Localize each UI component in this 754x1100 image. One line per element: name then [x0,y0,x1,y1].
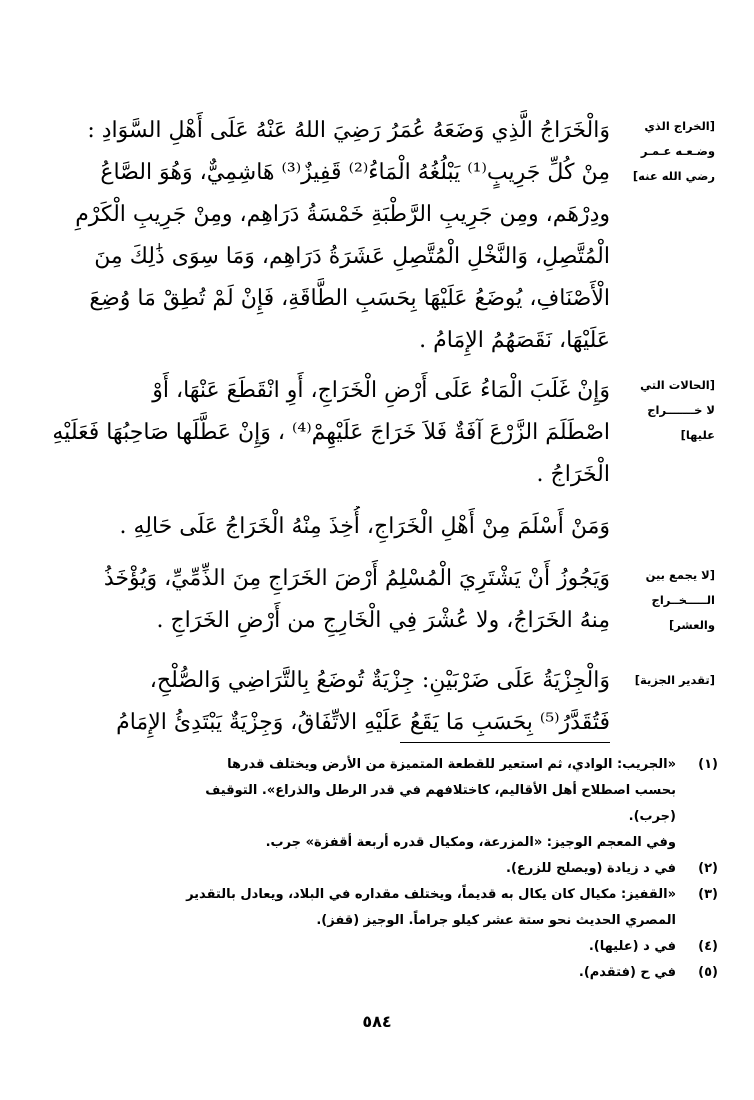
paragraph-purchase [50,558,610,642]
text-line: اصْطَلَمَ الزَّرْعَ آفَةٌ فَلاَ خَرَاجَ عَلَيْهِمْ⁽⁴⁾ ، وَإِنْ عَطَّلَها صَاحِبُهَا فَعَلَيْهِ [52,420,610,445]
text-line: ودِرْهَم، ومِن جَرِيبِ الرَّطْبَةِ خَمْسَةُ دَرَاهِم، ومِنْ جَرِيبِ الْكَرْمِ [75,202,610,227]
side-note-line: وضـعـه عـمـر [640,144,715,158]
footnote-line: المصري الحديث نحو ستة عشر كيلو جراماً. الوجيز (قفز). [316,913,676,928]
footnotes [68,752,718,986]
footnote-1 [68,752,718,830]
text-line: عَلَيْهَا، نَقَصَهُمُ الإِمَامُ . [419,328,610,353]
side-note-line: عليها] [680,428,715,442]
side-note-line: [الحالات التي [640,378,715,392]
side-note-kharaj-ushr [633,563,715,638]
side-note-kharaj-umar [633,114,715,189]
paragraph-jizya [50,660,610,744]
footnote-2 [68,856,718,882]
footnote-number: (٢) [698,861,718,876]
footnote-4 [68,934,718,960]
footnote-line: «الجريب: الوادي، ثم استعير للقطعة المتميزة من الأرض ويختلف قدرها [227,757,676,772]
footnote-number: (٤) [698,939,718,954]
paragraph-convert [50,506,610,548]
side-note-jizya-estimate [633,668,715,693]
side-note-line: لا خـــــــراج [647,403,715,417]
side-note-no-kharaj-cases [633,373,715,448]
footnote-line: (جرب). [628,809,676,824]
side-note-line: الـــــخــراج [651,593,715,607]
side-note-line: [لا يجمع بين [645,568,715,582]
side-note-line: والعشر] [668,618,715,632]
footnote-3 [68,882,718,934]
text-line: فَتُقَدَّرُ⁽⁵⁾ بِحَسَبِ مَا يَقَعُ عَلَيْهِ الاتِّفَاقُ، وَجِزْيَةٌ يَبْتَدِئُ الإِمَامُ [116,710,610,735]
text-line: وَيَجُوزُ أَنْ يَشْتَرِيَ الْمُسْلِمُ أَرْضَ الخَرَاجِ مِنَ الذِّمِّيِّ، وَيُؤْخَذُ [103,566,610,591]
text-line: وَإِنْ غَلَبَ الْمَاءُ عَلَى أَرْضِ الْخَرَاجِ، أَوِ انْقَطَعَ عَنْهَا، أَوْ [152,378,610,403]
footnote-number: (١) [698,757,718,772]
footnote-line: في د (عليها). [588,939,676,954]
text-line: وَالْجِزْيَةُ عَلَى ضَرْبَيْنِ: جِزْيَةٌ تُوضَعُ بِالتَّرَاضِي وَالصُّلْحِ، [149,668,610,693]
footnote-line: بحسب اصطلاح أهل الأقاليم، كاختلافهم في قدر الرطل والذراع». التوقيف [205,783,676,798]
footnote-number: (٣) [698,887,718,902]
footnote-line: في ح (فتقدم). [578,965,676,980]
side-note-line: [الخراج الذي [644,119,715,133]
paragraph-kharaj-umar [50,110,610,362]
text-line: وَمَنْ أَسْلَمَ مِنْ أَهْلِ الْخَرَاجِ، أُخِذَ مِنْهُ الْخَرَاجُ عَلَى حَالِهِ . [119,514,610,539]
side-note-line: رضي الله عنه] [632,169,715,183]
footnote-separator [400,742,610,743]
page-number: ٥٨٤ [362,1012,392,1031]
footnote-1-extra: وفي المعجم الوجيز: «المزرعة، ومكيال قدره أربعة أقفزة» جرب. [265,835,676,850]
footnote-line: «القفيز: مكيال كان يكال به قديماً، ويختلف مقداره في البلاد، ويعادل بالتقدير [186,887,676,902]
paragraph-no-kharaj [50,370,610,496]
text-line: الْأَصْنَافِ، يُوضَعُ عَلَيْهَا بِحَسَبِ الطَّاقَةِ، فَإِنْ لَمْ تُطِقْ مَا وُضِعَ [89,286,610,311]
footnote-line: في د زيادة (ويصلح للزرع). [506,861,676,876]
text-line: مِنْ كُلِّ جَرِيبٍ⁽¹⁾ يَبْلُغُهُ الْمَاءُ⁽²⁾ قَفِيزٌ⁽³⁾ هَاشِمِيٌّ، وَهُوَ الصَّاعُ [100,160,610,185]
text-line: الْمُتَّصِلِ، وَالنَّخْلِ الْمُتَّصِلِ عَشَرَةُ دَرَاهِم، وَمَا سِوَى ذَٰلِكَ مِنَ [94,244,610,269]
text-line: وَالْخَرَاجُ الَّذِي وَضَعَهُ عُمَرُ رَضِيَ اللهُ عَنْهُ عَلَى أَهْلِ السَّوَادِ : [87,118,610,143]
side-note-line: [تقدير الجزية] [634,673,715,687]
text-line: مِنهُ الخَرَاجُ، ولا عُشْرَ فِي الْخَارِجِ من أَرْضِ الخَرَاجِ . [156,608,610,633]
footnote-5 [68,960,718,986]
text-line: الْخَرَاجُ . [536,462,610,487]
footnote-number: (٥) [698,965,718,980]
